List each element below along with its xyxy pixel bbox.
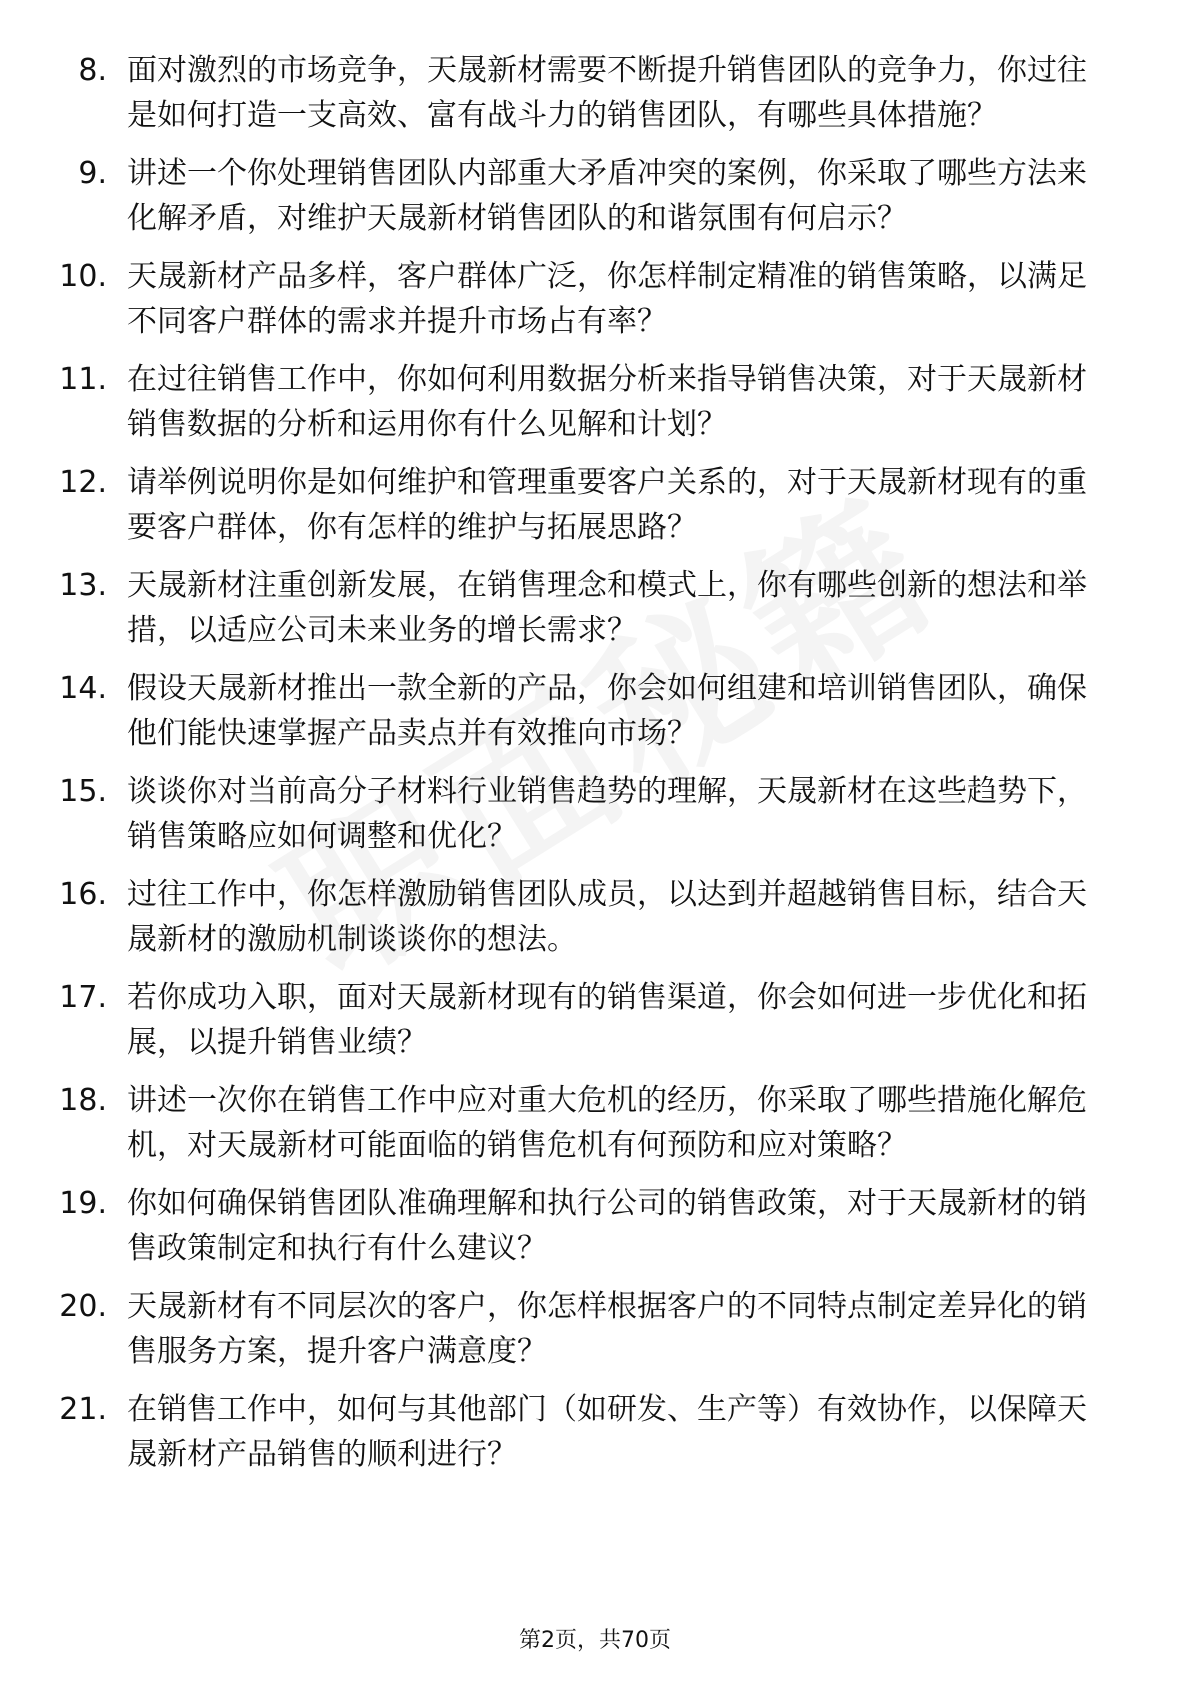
question-text: 谈谈你对当前高分子材料行业销售趋势的理解，天晟新材在这些趋势下，销售策略应如何调整和优化？ <box>127 774 1087 854</box>
question-text: 在过往销售工作中，你如何利用数据分析来指导销售决策，对于天晟新材销售数据的分析和运用你有什么见解和计划？ <box>127 362 1087 442</box>
question-text: 天晟新材产品多样，客户群体广泛，你怎样制定精准的销售策略，以满足不同客户群体的需求并提升市场占有率？ <box>127 259 1087 339</box>
question-list <box>0 48 1190 1490</box>
question-item <box>0 1181 1190 1271</box>
question-text: 讲述一个你处理销售团队内部重大矛盾冲突的案例，你采取了哪些方法来化解矛盾，对维护天晟新材销售团队的和谐氛围有何启示？ <box>127 156 1087 236</box>
question-item <box>0 769 1190 859</box>
question-number: 10. <box>59 259 107 294</box>
question-number: 11. <box>59 362 107 397</box>
question-text: 天晟新材有不同层次的客户，你怎样根据客户的不同特点制定差异化的销售服务方案，提升客户满意度？ <box>127 1289 1087 1369</box>
question-text: 在销售工作中，如何与其他部门（如研发、生产等）有效协作，以保障天晟新材产品销售的顺利进行？ <box>127 1392 1087 1472</box>
question-text: 过往工作中，你怎样激励销售团队成员，以达到并超越销售目标，结合天晟新材的激励机制谈谈你的想法。 <box>127 877 1087 957</box>
question-item <box>0 1284 1190 1374</box>
question-number: 17. <box>59 980 107 1015</box>
question-number: 15. <box>59 774 107 809</box>
question-text: 若你成功入职，面对天晟新材现有的销售渠道，你会如何进一步优化和拓展，以提升销售业绩？ <box>127 980 1087 1060</box>
question-text: 假设天晟新材推出一款全新的产品，你会如何组建和培训销售团队，确保他们能快速掌握产品卖点并有效推向市场？ <box>127 671 1087 751</box>
question-item <box>0 872 1190 962</box>
question-item <box>0 151 1190 241</box>
question-item <box>0 666 1190 756</box>
question-item <box>0 1387 1190 1477</box>
question-item <box>0 460 1190 550</box>
question-text: 请举例说明你是如何维护和管理重要客户关系的，对于天晟新材现有的重要客户群体，你有怎样的维护与拓展思路？ <box>127 465 1087 545</box>
question-number: 21. <box>59 1392 107 1427</box>
page-number: 第2页，共70页 <box>519 1628 671 1653</box>
question-text: 面对激烈的市场竞争，天晟新材需要不断提升销售团队的竞争力，你过往是如何打造一支高效、富有战斗力的销售团队，有哪些具体措施？ <box>127 53 1087 133</box>
question-text: 讲述一次你在销售工作中应对重大危机的经历，你采取了哪些措施化解危机，对天晟新材可能面临的销售危机有何预防和应对策略？ <box>127 1083 1087 1163</box>
question-number: 18. <box>59 1083 107 1118</box>
question-item <box>0 563 1190 653</box>
question-number: 14. <box>59 671 107 706</box>
question-text: 你如何确保销售团队准确理解和执行公司的销售政策，对于天晟新材的销售政策制定和执行有什么建议？ <box>127 1186 1087 1266</box>
question-number: 19. <box>59 1186 107 1221</box>
question-number: 12. <box>59 465 107 500</box>
question-number: 8. <box>78 53 107 88</box>
question-item <box>0 1078 1190 1168</box>
question-item <box>0 357 1190 447</box>
question-number: 16. <box>59 877 107 912</box>
question-item <box>0 254 1190 344</box>
question-number: 9. <box>78 156 107 191</box>
question-text: 天晟新材注重创新发展，在销售理念和模式上，你有哪些创新的想法和举措，以适应公司未来业务的增长需求？ <box>127 568 1087 648</box>
question-item <box>0 975 1190 1065</box>
question-item <box>0 48 1190 138</box>
question-number: 13. <box>59 568 107 603</box>
question-number: 20. <box>59 1289 107 1324</box>
